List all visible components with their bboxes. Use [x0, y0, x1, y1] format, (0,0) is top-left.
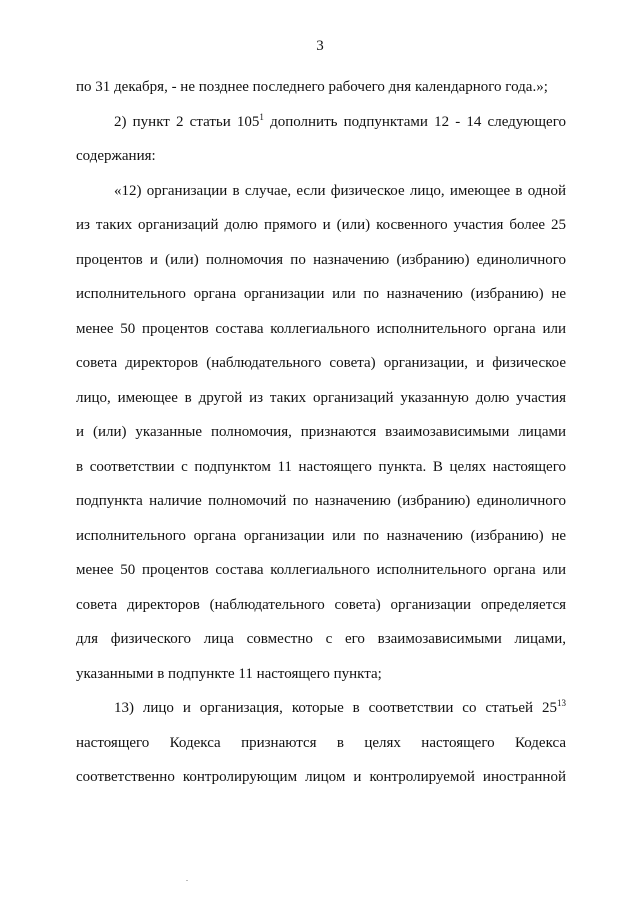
text-line: и (или) указанные полномочия, признаются взаимозависимыми лицами — [76, 424, 566, 440]
text-line: указанными в подпункте 11 настоящего пункта; — [76, 665, 382, 682]
scan-speck — [186, 880, 188, 881]
text-line: соответственно контролирующим лицом и контролируемой иностранной — [76, 769, 566, 785]
paragraph-item-2-line — [76, 105, 566, 140]
article-superscript: 1 — [259, 111, 264, 122]
text-line: лицо, имеющее в другой из таких организаций указанную долю участия — [76, 389, 566, 406]
text-line: менее 50 процентов состава коллегиального исполнительного органа или — [76, 320, 566, 337]
text-line: по 31 декабря, - не позднее последнего рабочего дня календарного года.»; — [76, 79, 548, 95]
text-line: в соответствии с подпунктом 11 настоящего пункта. В целях настоящего — [76, 458, 566, 475]
text-line: совета директоров (наблюдательного совета) организации определяется — [76, 596, 566, 613]
paragraph-item-12-line: «12) организации в случае, если физическое лицо, имеющее в одной — [114, 182, 566, 199]
text-line: процентов и (или) полномочия по назначению (избранию) единоличного — [76, 251, 566, 268]
text-line: содержания: — [76, 148, 156, 164]
text-line: менее 50 процентов состава коллегиального исполнительного органа или — [76, 562, 566, 578]
paragraph-item-13-line — [76, 691, 566, 726]
article-superscript: 13 — [557, 698, 566, 708]
item-2-text-continued: дополнить подпунктами 12 - 14 следующего — [263, 113, 566, 130]
text-line: из таких организаций долю прямого и (или) косвенного участия более 25 — [76, 217, 566, 233]
item-13-text: 13) лицо и организация, которые в соответствии со статьей 25 — [114, 700, 557, 716]
text-line: настоящего Кодекса признаются в целях настоящего Кодекса — [76, 734, 566, 751]
text-line: исполнительного органа организации или по назначению (избранию) не — [76, 527, 566, 544]
item-2-text: 2) пункт 2 статьи 105 — [114, 113, 260, 130]
page-number: 3 — [316, 38, 324, 54]
text-line: для физического лица совместно с его взаимозависимыми лицами, — [76, 631, 566, 647]
document-body — [76, 70, 566, 795]
text-line: подпункта наличие полномочий по назначению (избранию) единоличного — [76, 493, 566, 509]
text-line: совета директоров (наблюдательного совета) организации, и физическое — [76, 355, 566, 371]
text-line: исполнительного органа организации или по назначению (избранию) не — [76, 286, 566, 302]
